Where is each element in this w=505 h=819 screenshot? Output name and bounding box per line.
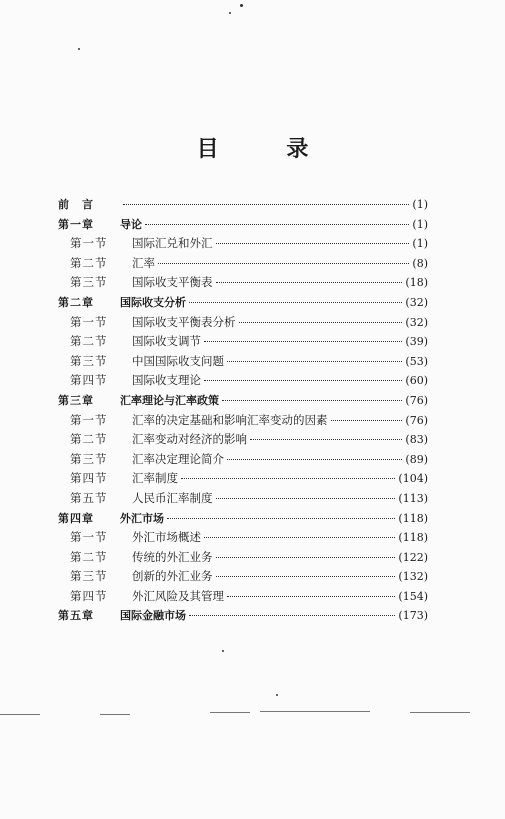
toc-entry-title: 汇率的决定基础和影响汇率变动的因素 [132,412,328,427]
toc-entry-page: (1) [412,217,428,231]
toc-dot-leader [227,361,402,362]
scan-edge-line [410,712,470,713]
toc-dot-leader [181,478,395,479]
toc-dot-leader [216,498,396,499]
toc-section-row [58,235,428,255]
toc-entry-page: (1) [412,198,428,211]
toc-entry-page: (89) [405,452,428,466]
toc-section-row [58,372,428,392]
toc-chapter-row [58,294,428,314]
toc-entry-page: (118) [398,531,428,545]
toc-chapter-row [58,196,428,216]
toc-section-row [58,529,428,549]
toc-dot-leader [331,420,403,421]
toc-entry-page: (18) [405,276,428,290]
toc-entry-page: (1) [412,237,428,251]
toc-entry-title: 国际金融市场 [120,609,186,623]
toc-entry-page: (32) [405,315,428,329]
scan-speck [78,48,80,50]
toc-dot-leader [216,576,396,577]
toc-entry-title: 外汇风险及其管理 [132,588,224,603]
toc-section-row [58,412,428,432]
toc-entry-page: (83) [405,433,428,447]
toc-entry-page: (60) [405,374,428,388]
toc-dot-leader [189,615,395,616]
toc-entry-title: 国际收支分析 [120,295,186,309]
toc-section-row [58,431,428,451]
toc-entry-page: (118) [398,511,428,525]
toc-entry-title: 汇率制度 [132,471,178,486]
toc-section-row [58,451,428,471]
toc-dot-leader [222,400,402,401]
toc-entry-page: (104) [398,472,428,486]
scan-edge-line [210,712,250,713]
toc-dot-leader [216,243,410,244]
toc-dot-leader [250,439,402,440]
toc-section-row [58,255,428,275]
toc-entry-number: 第四章 [58,511,94,525]
toc-entry-number: 第四节 [70,588,108,603]
scan-edge-line [100,714,130,715]
scan-speck [229,12,231,14]
toc-entry-page: (32) [405,295,428,309]
toc-entry-title: 汇率 [132,255,155,270]
toc-entry-number: 第二节 [70,334,108,349]
toc-entry-page: (76) [405,413,428,427]
toc-entry-number: 第三节 [70,569,108,584]
toc-entry-number: 第一节 [70,236,108,251]
toc-entry-page: (53) [405,354,428,368]
toc-entry-title: 外汇市场 [120,511,164,525]
toc-entry-title: 导论 [120,217,142,231]
toc-dot-leader [123,204,409,205]
toc-section-row [58,353,428,373]
toc-entry-title: 人民币汇率制度 [132,490,213,505]
toc-section-row [58,490,428,510]
toc-entry-title: 汇率理论与汇率政策 [120,393,219,407]
toc-entry-title: 国际收支调节 [132,334,201,349]
toc-entry-number: 第二节 [70,432,108,447]
toc-dot-leader [216,282,403,283]
toc-entry-number: 第一节 [70,314,108,329]
toc-dot-leader [189,302,402,303]
toc-entry-title: 外汇市场概述 [132,530,201,545]
toc-section-row [58,333,428,353]
toc-entry-number: 第三节 [70,353,108,368]
toc-entry-number: 第四节 [70,471,108,486]
toc-entry-page: (132) [398,570,428,584]
toc-entry-page: (173) [398,609,428,623]
table-of-contents [58,196,428,627]
toc-entry-title: 中国国际收支问题 [132,353,224,368]
toc-entry-page: (39) [405,335,428,349]
toc-dot-leader [145,224,409,225]
toc-dot-leader [158,263,409,264]
toc-entry-title: 国际收支平衡表 [132,275,213,290]
toc-entry-number: 第二节 [70,255,108,270]
toc-entry-title: 汇率变动对经济的影响 [132,432,247,447]
toc-entry-number: 第四节 [70,373,108,388]
toc-entry-number: 第一章 [58,217,94,231]
toc-entry-page: (76) [405,393,428,407]
toc-entry-number: 第一节 [70,530,108,545]
toc-dot-leader [227,459,402,460]
toc-entry-title: 国际收支平衡表分析 [132,314,236,329]
scan-speck [240,4,243,7]
toc-entry-number: 第三节 [70,451,108,466]
scan-edge-line [0,714,40,715]
scan-speck [276,694,278,696]
toc-dot-leader [204,341,402,342]
toc-dot-leader [167,518,395,519]
toc-entry-number: 第三章 [58,393,94,407]
toc-entry-number: 第二章 [58,295,94,309]
toc-dot-leader [216,557,396,558]
toc-entry-title: 传统的外汇业务 [132,549,213,564]
toc-entry-page: (8) [412,256,428,270]
toc-chapter-row [58,607,428,627]
toc-entry-number: 第五节 [70,490,108,505]
toc-entry-number: 第二节 [70,549,108,564]
toc-entry-page: (113) [398,491,428,505]
toc-section-row [58,274,428,294]
toc-entry-title: 汇率决定理论简介 [132,451,224,466]
toc-chapter-row [58,216,428,236]
page-title: 目 录 [196,136,339,162]
toc-entry-title: 创新的外汇业务 [132,569,213,584]
toc-entry-page: (122) [398,550,428,564]
toc-section-row [58,314,428,334]
toc-entry-number: 第五章 [58,609,94,623]
toc-entry-number: 前 言 [58,198,94,211]
toc-entry-title: 国际汇兑和外汇 [132,236,213,251]
toc-section-row [58,588,428,608]
scan-edge-line [260,711,370,712]
toc-entry-number: 第三节 [70,275,108,290]
toc-section-row [58,470,428,490]
toc-dot-leader [204,380,402,381]
toc-dot-leader [204,537,395,538]
toc-dot-leader [239,322,403,323]
toc-entry-page: (154) [398,589,428,603]
toc-section-row [58,549,428,569]
toc-section-row [58,568,428,588]
scan-speck [222,650,224,652]
toc-entry-title: 国际收支理论 [132,373,201,388]
toc-dot-leader [227,596,395,597]
toc-chapter-row [58,510,428,530]
toc-entry-number: 第一节 [70,412,108,427]
toc-chapter-row [58,392,428,412]
